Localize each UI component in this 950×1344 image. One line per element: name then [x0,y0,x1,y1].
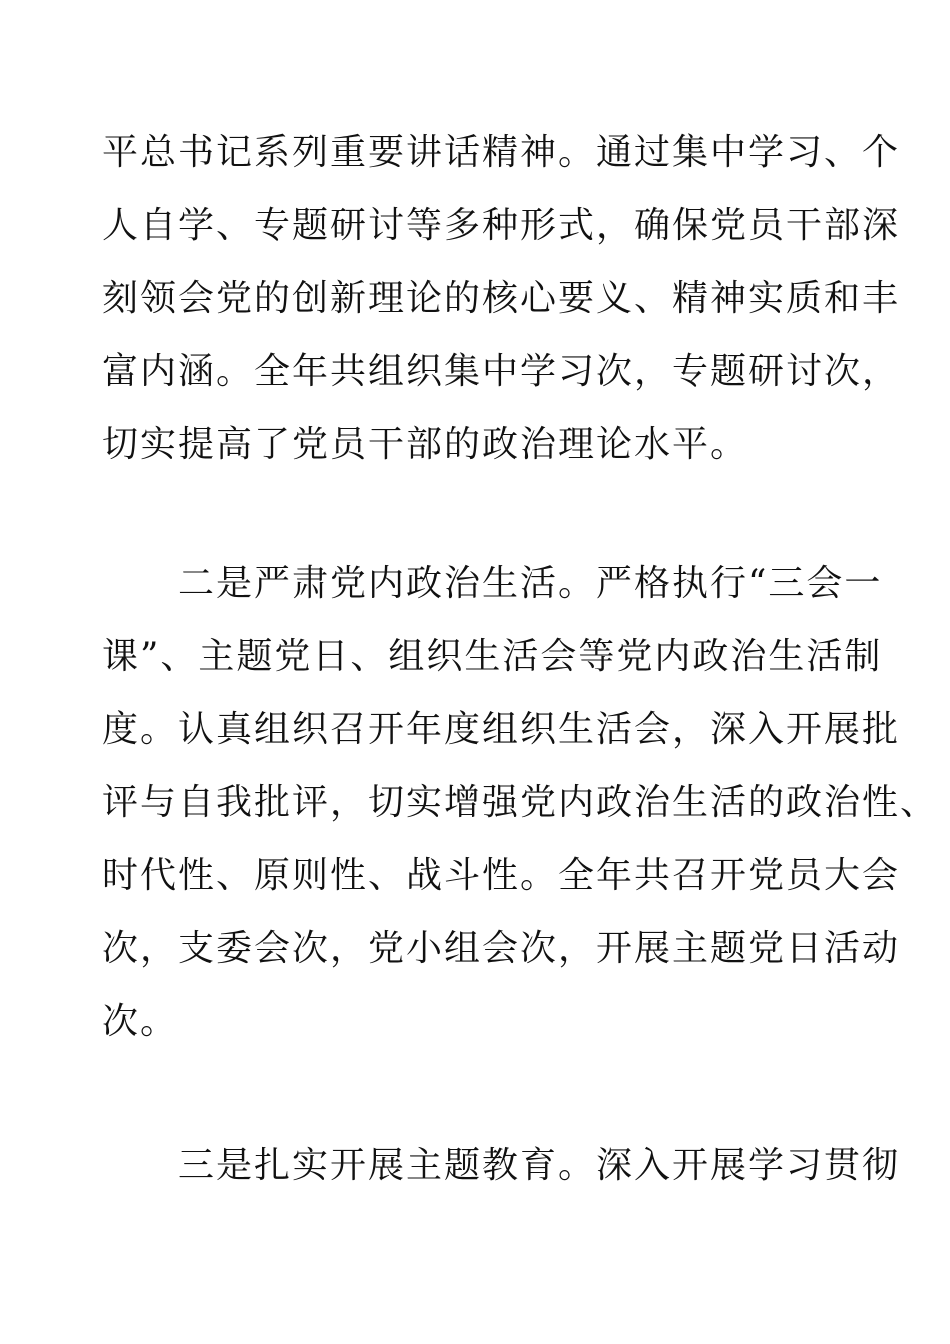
text-line: 刻领会党的创新理论的核心要义、精神实质和丰 [102,278,901,319]
text-line: 课”、主题党日、组织生活会等党内政治生活制 [102,636,883,677]
text-line: 度。认真组织召开年度组织生活会，深入开展批 [102,709,901,750]
text-line: 切实提高了党员干部的政治理论水平。 [102,424,749,465]
text-line: 平总书记系列重要讲话精神。通过集中学习、个 [102,132,901,173]
paragraph-theory-study [102,116,902,481]
text-line: 评与自我批评，切实增强党内政治生活的政治性、 [102,782,939,823]
text-line: 次。 [102,1001,179,1042]
text-line: 富内涵。全年共组织集中学习次，专题研讨次， [102,351,901,392]
paragraph-theme-education [102,1129,902,1202]
text-line: 次，支委会次，党小组会次，开展主题党日活动 [102,928,901,969]
text-line: 二是严肃党内政治生活。严格执行“三会一 [102,563,883,604]
paragraph-political-life [102,547,939,1058]
text-line: 人自学、专题研讨等多种形式，确保党员干部深 [102,205,901,246]
text-line: 时代性、原则性、战斗性。全年共召开党员大会 [102,855,901,896]
text-line: 三是扎实开展主题教育。深入开展学习贯彻 [102,1145,901,1186]
